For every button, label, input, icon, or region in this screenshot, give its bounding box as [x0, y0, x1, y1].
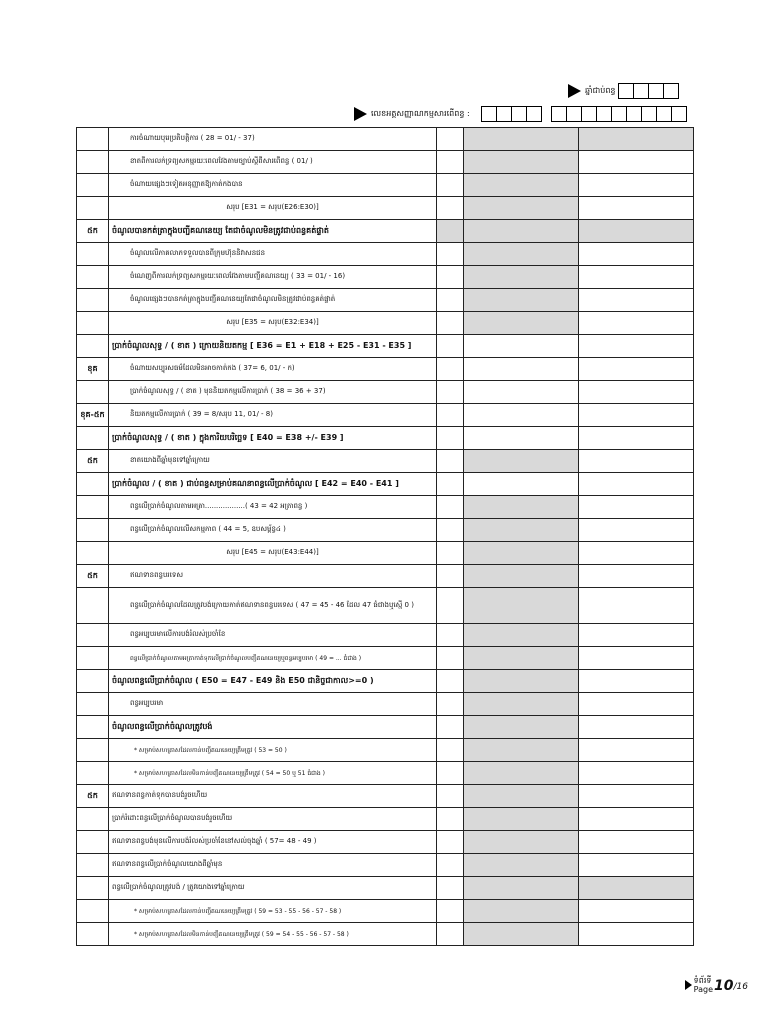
- row-code: [77, 739, 109, 762]
- arrow-right-icon: [568, 84, 581, 98]
- row-description-cell: [109, 762, 437, 785]
- row-description: ចំណាយសប្បុរសធម៌ដែលមិនអាចកាត់កង ( 37= 6, 01/ - ក): [130, 364, 295, 372]
- row-code: [77, 831, 109, 854]
- row-value-cell-1[interactable]: [464, 358, 579, 381]
- row-description: ចំណាយផ្សេងៗទៀតអនុញ្ញាតឱ្យកាត់កងបាន: [130, 180, 243, 188]
- row-value-cell-1: [464, 542, 579, 565]
- row-description-cell: [109, 266, 437, 289]
- form-row: [77, 739, 694, 762]
- row-description-cell: [109, 473, 437, 496]
- digit-box[interactable]: [656, 106, 672, 122]
- row-value-cell-1: [464, 243, 579, 266]
- row-value-cell-2[interactable]: [579, 624, 694, 647]
- row-value-cell-2[interactable]: [579, 496, 694, 519]
- row-description: ចំណូលពន្ធលើប្រាក់ចំណូលត្រូវបង់: [112, 722, 213, 731]
- form-row: [77, 588, 694, 624]
- row-value-cell-2[interactable]: [579, 174, 694, 197]
- row-value-cell-2[interactable]: [579, 197, 694, 220]
- row-ref-cell: [437, 473, 464, 496]
- form-row: [77, 243, 694, 266]
- digit-box[interactable]: [581, 106, 597, 122]
- row-description-cell: [109, 693, 437, 716]
- row-description: សរុប [E45 = សរុប(E43:E44)]: [226, 548, 319, 556]
- row-description: * សម្រាប់សហគ្រាសដែលមិនកាន់បញ្ជីគណនេយ្យត្រឹមត្រូវ ( 54 = 50 ឬ 51 ធំជាង ): [134, 769, 325, 777]
- row-code: [77, 542, 109, 565]
- row-code: [77, 381, 109, 404]
- row-value-cell-1: [464, 128, 579, 151]
- form-row: [77, 128, 694, 151]
- row-code: [77, 693, 109, 716]
- digit-box[interactable]: [511, 106, 527, 122]
- row-code: [77, 335, 109, 358]
- row-code: [77, 923, 109, 946]
- row-code: [77, 266, 109, 289]
- row-code: [77, 473, 109, 496]
- digit-box[interactable]: [618, 83, 634, 99]
- form-row: [77, 762, 694, 785]
- row-value-cell-2[interactable]: [579, 739, 694, 762]
- row-code: [77, 854, 109, 877]
- row-value-cell-1: [464, 197, 579, 220]
- row-description: ប្រាក់ចំណូលសុទ្ធ / ( ខាត ) ក្នុងការិយបរិច្ឆេទ [ E40 = E38 +/- E39 ]: [112, 433, 344, 442]
- row-code: ៥ក: [77, 785, 109, 808]
- row-code: [77, 197, 109, 220]
- row-description-cell: [109, 174, 437, 197]
- row-ref-cell: [437, 358, 464, 381]
- form-row: [77, 565, 694, 588]
- row-ref-cell: [437, 450, 464, 473]
- row-description-cell: [109, 923, 437, 946]
- page-number: 10: [714, 978, 734, 994]
- row-value-cell-2[interactable]: [579, 900, 694, 923]
- digit-box[interactable]: [641, 106, 657, 122]
- row-value-cell-2[interactable]: [579, 289, 694, 312]
- row-code: [77, 762, 109, 785]
- row-value-cell-1: [464, 496, 579, 519]
- row-ref-cell: [437, 266, 464, 289]
- form-row: [77, 266, 694, 289]
- row-value-cell-2: [579, 128, 694, 151]
- row-description-cell: [109, 496, 437, 519]
- row-ref-cell: [437, 693, 464, 716]
- form-row: [77, 831, 694, 854]
- row-description-cell: [109, 831, 437, 854]
- form-row: [77, 427, 694, 450]
- row-ref-cell: [437, 427, 464, 450]
- row-description-cell: [109, 542, 437, 565]
- row-value-cell-1: [464, 565, 579, 588]
- row-description: * សម្រាប់សហគ្រាសដែលមិនកាន់បញ្ជីគណនេយ្យត្រឹមត្រូវ ( 59 = 54 - 55 - 56 - 57 - 58 ): [134, 930, 349, 938]
- row-code: [77, 647, 109, 670]
- row-description-cell: [109, 647, 437, 670]
- digit-box[interactable]: [526, 106, 542, 122]
- row-description-cell: [109, 854, 437, 877]
- row-value-cell-2[interactable]: [579, 647, 694, 670]
- row-description: ប្រាក់ចំណូលសុទ្ធ / ( ខាត ) មុននិយតកម្មលើការប្រាក់ ( 38 = 36 + 37): [130, 387, 326, 395]
- row-ref-cell: [437, 785, 464, 808]
- form-row: [77, 404, 694, 427]
- row-description: ចំណូលបានកត់ត្រាក្នុងបញ្ជីគណនេយ្យ តែជាចំណូលមិនត្រូវជាប់ពន្ធគត់ផ្ទាត់: [112, 226, 329, 235]
- row-value-cell-2[interactable]: [579, 565, 694, 588]
- row-value-cell-1: [464, 693, 579, 716]
- row-value-cell-1: [464, 877, 579, 900]
- form-row: [77, 381, 694, 404]
- row-ref-cell: [437, 289, 464, 312]
- row-ref-cell: [437, 381, 464, 404]
- row-description-cell: [109, 151, 437, 174]
- row-value-cell-1: [464, 923, 579, 946]
- row-value-cell-1: [464, 854, 579, 877]
- row-value-cell-1[interactable]: [464, 404, 579, 427]
- row-code: [77, 312, 109, 335]
- digit-box[interactable]: [633, 83, 649, 99]
- row-description: ការចំណាយបុរេប្រតិបត្តិការ ( 28 = 01/ - 37): [130, 134, 255, 142]
- row-value-cell-1: [464, 670, 579, 693]
- row-value-cell-2[interactable]: [579, 266, 694, 289]
- digit-box[interactable]: [496, 106, 512, 122]
- row-value-cell-1[interactable]: [464, 473, 579, 496]
- digit-box[interactable]: [648, 83, 664, 99]
- row-ref-cell: [437, 243, 464, 266]
- row-code: ខុគ-៥ក: [77, 404, 109, 427]
- row-code: [77, 588, 109, 624]
- row-description: ពន្ធលើប្រាក់ចំណូលតាមអត្រា..................( 43 = 42 អត្រាពន្ធ ): [130, 502, 308, 510]
- row-description: ពន្ធអប្បបរមាលើការបង់រំលស់ប្រចាំខែ: [130, 630, 226, 638]
- row-ref-cell: [437, 877, 464, 900]
- row-ref-cell: [437, 128, 464, 151]
- row-ref-cell: [437, 404, 464, 427]
- row-value-cell-2[interactable]: [579, 519, 694, 542]
- row-value-cell-2[interactable]: [579, 808, 694, 831]
- digit-box[interactable]: [551, 106, 567, 122]
- row-code: [77, 151, 109, 174]
- form-row: [77, 693, 694, 716]
- row-value-cell-2: [579, 877, 694, 900]
- row-value-cell-2[interactable]: [579, 151, 694, 174]
- row-value-cell-2[interactable]: [579, 542, 694, 565]
- row-ref-cell: [437, 220, 464, 243]
- row-description-cell: [109, 565, 437, 588]
- row-description-cell: [109, 289, 437, 312]
- row-ref-cell: [437, 831, 464, 854]
- form-row: [77, 854, 694, 877]
- row-value-cell-2[interactable]: [579, 762, 694, 785]
- row-value-cell-2[interactable]: [579, 427, 694, 450]
- tin-label: លេខអត្តសញ្ញាណកម្មសារពើពន្ធ :: [371, 109, 470, 118]
- row-value-cell-1[interactable]: [464, 381, 579, 404]
- row-code: [77, 624, 109, 647]
- row-description: ចំណេញពីការលក់ទ្រព្យសកម្មរយៈពេលវែងតាមបញ្ជីគណនេយ្យ ( 33 = 01/ - 16): [130, 272, 346, 280]
- row-value-cell-2[interactable]: [579, 716, 694, 739]
- row-value-cell-1: [464, 900, 579, 923]
- row-description-cell: [109, 808, 437, 831]
- form-row: [77, 312, 694, 335]
- row-value-cell-2[interactable]: [579, 588, 694, 624]
- form-row: [77, 220, 694, 243]
- row-description: ឥណទានពន្ធលើប្រាក់ចំណូលយោងពីឆ្នាំមុន: [112, 860, 223, 868]
- row-value-cell-2[interactable]: [579, 243, 694, 266]
- row-value-cell-1: [464, 716, 579, 739]
- form-row: [77, 151, 694, 174]
- row-description: ចំណូលពន្ធលើប្រាក់ចំណូល ( E50 = E47 - E49 និង E50 ជានិច្ចជាកាល>=0 ): [112, 676, 374, 685]
- row-ref-cell: [437, 519, 464, 542]
- row-value-cell-1: [464, 647, 579, 670]
- row-value-cell-2[interactable]: [579, 335, 694, 358]
- row-description-cell: [109, 381, 437, 404]
- row-value-cell-1: [464, 739, 579, 762]
- row-value-cell-1: [464, 450, 579, 473]
- row-code: ៥ក: [77, 565, 109, 588]
- form-row: [77, 877, 694, 900]
- row-description-cell: [109, 427, 437, 450]
- row-description-cell: [109, 450, 437, 473]
- row-ref-cell: [437, 588, 464, 624]
- row-code: [77, 496, 109, 519]
- row-code: ៥ក: [77, 220, 109, 243]
- page-label-kh: ទំព័រទី: [693, 976, 712, 985]
- row-value-cell-2[interactable]: [579, 785, 694, 808]
- row-value-cell-1: [464, 624, 579, 647]
- form-row: [77, 358, 694, 381]
- tax-form-table: [76, 127, 694, 946]
- tin-row: [354, 106, 687, 122]
- form-row: [77, 289, 694, 312]
- row-ref-cell: [437, 335, 464, 358]
- row-value-cell-1: [464, 151, 579, 174]
- row-value-cell-2[interactable]: [579, 312, 694, 335]
- form-row: [77, 542, 694, 565]
- row-code: [77, 519, 109, 542]
- row-value-cell-1: [464, 831, 579, 854]
- row-description-cell: [109, 877, 437, 900]
- form-row: [77, 900, 694, 923]
- row-description-cell: [109, 243, 437, 266]
- row-value-cell-2[interactable]: [579, 831, 694, 854]
- row-value-cell-2[interactable]: [579, 923, 694, 946]
- row-value-cell-1: [464, 289, 579, 312]
- row-code: [77, 427, 109, 450]
- row-value-cell-1: [464, 519, 579, 542]
- row-ref-cell: [437, 151, 464, 174]
- form-row: [77, 785, 694, 808]
- row-description: ឥណទានពន្ធបរទេស: [130, 571, 183, 579]
- row-value-cell-2[interactable]: [579, 693, 694, 716]
- digit-box[interactable]: [481, 106, 497, 122]
- row-description: ចំណូលផ្សេងៗបានកត់ត្រាក្នុងបញ្ជីគណនេយ្យតែជាចំណូលមិនត្រូវជាប់ពន្ធគត់ផ្ទាត់: [130, 295, 336, 303]
- row-description-cell: [109, 739, 437, 762]
- form-row: [77, 716, 694, 739]
- row-description: និយតកម្មលើការប្រាក់ ( 39 = 8/សរុប 11, 01/ - 8): [130, 410, 273, 418]
- row-description: ឥណទានពន្ធកាត់ទុកបានបង់រួចហើយ: [112, 791, 208, 799]
- form-row: [77, 624, 694, 647]
- form-row: [77, 496, 694, 519]
- form-row: [77, 647, 694, 670]
- digit-box[interactable]: [596, 106, 612, 122]
- row-description-cell: [109, 588, 437, 624]
- row-ref-cell: [437, 542, 464, 565]
- row-ref-cell: [437, 670, 464, 693]
- arrow-right-icon: [354, 107, 367, 121]
- row-description-cell: [109, 670, 437, 693]
- row-code: [77, 243, 109, 266]
- tax-year-label: ឆ្នាំជាប់ពន្ធ: [585, 86, 616, 95]
- row-ref-cell: [437, 174, 464, 197]
- page-footer: [685, 976, 748, 994]
- page-label-en: Page: [693, 985, 714, 994]
- form-row: [77, 197, 694, 220]
- row-value-cell-2[interactable]: [579, 381, 694, 404]
- row-description: ពន្ធលើប្រាក់ចំណូលលើសកម្មភាព ( 44 = 5, ឧបសម្ព័ន្ធ៤ ): [130, 525, 286, 533]
- row-description-cell: [109, 197, 437, 220]
- row-description-cell: [109, 519, 437, 542]
- digit-box[interactable]: [671, 106, 687, 122]
- row-ref-cell: [437, 900, 464, 923]
- row-ref-cell: [437, 197, 464, 220]
- row-description-cell: [109, 220, 437, 243]
- row-value-cell-2: [579, 220, 694, 243]
- row-value-cell-2[interactable]: [579, 854, 694, 877]
- row-code: [77, 128, 109, 151]
- row-value-cell-1[interactable]: [464, 427, 579, 450]
- form-row: [77, 174, 694, 197]
- row-value-cell-1: [464, 588, 579, 624]
- digit-box[interactable]: [566, 106, 582, 122]
- row-ref-cell: [437, 854, 464, 877]
- row-ref-cell: [437, 808, 464, 831]
- row-ref-cell: [437, 716, 464, 739]
- tax-year-boxes[interactable]: [619, 83, 679, 99]
- row-ref-cell: [437, 647, 464, 670]
- row-description: ប្រាក់រំដោះពន្ធលើប្រាក់ចំណូលបានបង់រួចហើយ: [112, 814, 233, 822]
- form-row: [77, 519, 694, 542]
- row-description-cell: [109, 404, 437, 427]
- row-description: ប្រាក់ចំណូលសុទ្ធ / ( ខាត ) ក្រោយនិយតកម្ម [ E36 = E1 + E18 + E25 - E31 - E35 ]: [112, 341, 412, 350]
- row-value-cell-2[interactable]: [579, 473, 694, 496]
- row-value-cell-1: [464, 312, 579, 335]
- row-description-cell: [109, 128, 437, 151]
- row-ref-cell: [437, 739, 464, 762]
- row-description: ពន្ធលើប្រាក់ចំណូលត្រូវបង់ / ត្រូវយោងទៅឆ្នាំក្រោយ: [112, 883, 245, 891]
- row-code: [77, 174, 109, 197]
- row-description-cell: [109, 335, 437, 358]
- row-description: ចំណូលលើភាគលាភទទួលបានពីក្រុមហ៊ុននិវាសនជន: [130, 249, 266, 257]
- form-row: [77, 670, 694, 693]
- row-description-cell: [109, 900, 437, 923]
- arrow-right-icon: [685, 980, 692, 990]
- row-description-cell: [109, 785, 437, 808]
- row-code: [77, 289, 109, 312]
- row-description: * សម្រាប់សហគ្រាសដែលកាន់បញ្ជីគណនេយ្យត្រឹមត្រូវ ( 59 = 53 - 55 - 56 - 57 - 58 ): [134, 907, 342, 915]
- row-code: [77, 877, 109, 900]
- row-code: [77, 716, 109, 739]
- row-value-cell-2[interactable]: [579, 450, 694, 473]
- page-total: /16: [733, 982, 748, 992]
- row-description: ពន្ធលើប្រាក់ចំណូលតាមអត្រាកាត់ទុកលើប្រាក់ចំណូលបញ្ជីគណនេយ្យឬពន្ធអប្បបរមា ( 49 = ... ធំជាង ): [130, 654, 362, 662]
- row-ref-cell: [437, 565, 464, 588]
- digit-box[interactable]: [626, 106, 642, 122]
- row-code: ខុគ: [77, 358, 109, 381]
- row-code: [77, 900, 109, 923]
- row-description: ខាតយោងពីឆ្នាំមុនទៅឆ្នាំក្រោយ: [130, 456, 210, 464]
- row-description: ពន្ធលើប្រាក់ចំណូលដែលត្រូវបង់ក្រោយកាត់ឥណទានពន្ធបរទេស ( 47 = 45 - 46 ដែល 47 ធំជាងឬស្មើ 0 ): [130, 600, 414, 609]
- tax-year-row: [568, 83, 679, 99]
- digit-box[interactable]: [663, 83, 679, 99]
- row-description: សរុប [E35 = សរុប(E32:E34)]: [226, 318, 319, 326]
- form-row: [77, 335, 694, 358]
- row-ref-cell: [437, 923, 464, 946]
- row-description: សរុប [E31 = សរុប(E26:E30)]: [226, 203, 319, 211]
- row-code: [77, 670, 109, 693]
- row-value-cell-2[interactable]: [579, 404, 694, 427]
- row-ref-cell: [437, 624, 464, 647]
- tin-boxes[interactable]: [482, 106, 687, 122]
- row-value-cell-1: [464, 762, 579, 785]
- form-row: [77, 473, 694, 496]
- row-description-cell: [109, 358, 437, 381]
- row-value-cell-1: [464, 808, 579, 831]
- row-value-cell-1: [464, 174, 579, 197]
- row-code: [77, 808, 109, 831]
- row-value-cell-1: [464, 266, 579, 289]
- row-description-cell: [109, 624, 437, 647]
- form-row: [77, 808, 694, 831]
- row-description: ឥណទានពន្ធបង់មុនលើការបង់រំលស់ប្រចាំខែនៅសល់ចុងឆ្នាំ ( 57= 48 - 49 ): [112, 837, 317, 845]
- row-ref-cell: [437, 762, 464, 785]
- digit-box[interactable]: [611, 106, 627, 122]
- row-description: ពន្ធអប្បបរមា: [130, 699, 164, 707]
- row-value-cell-1: [464, 220, 579, 243]
- row-description-cell: [109, 716, 437, 739]
- row-value-cell-2[interactable]: [579, 670, 694, 693]
- form-row: [77, 450, 694, 473]
- row-ref-cell: [437, 496, 464, 519]
- row-value-cell-1: [464, 785, 579, 808]
- row-description: ប្រាក់ចំណូល / ( ខាត ) ជាប់ពន្ធសម្រាប់គណនាពន្ធលើប្រាក់ចំណូល [ E42 = E40 - E41 ]: [112, 479, 399, 488]
- row-description: * សម្រាប់សហគ្រាសដែលកាន់បញ្ជីគណនេយ្យត្រឹមត្រូវ ( 53 = 50 ): [134, 746, 287, 754]
- form-row: [77, 923, 694, 946]
- row-code: ៥ក: [77, 450, 109, 473]
- row-value-cell-1[interactable]: [464, 335, 579, 358]
- row-description-cell: [109, 312, 437, 335]
- row-ref-cell: [437, 312, 464, 335]
- row-value-cell-2[interactable]: [579, 358, 694, 381]
- row-description: ខាតពីការលក់ទ្រព្យសកម្មរយៈពេលវែងតាមច្បាប់ស្តីពីសារពើពន្ធ ( 01/ ): [130, 157, 313, 165]
